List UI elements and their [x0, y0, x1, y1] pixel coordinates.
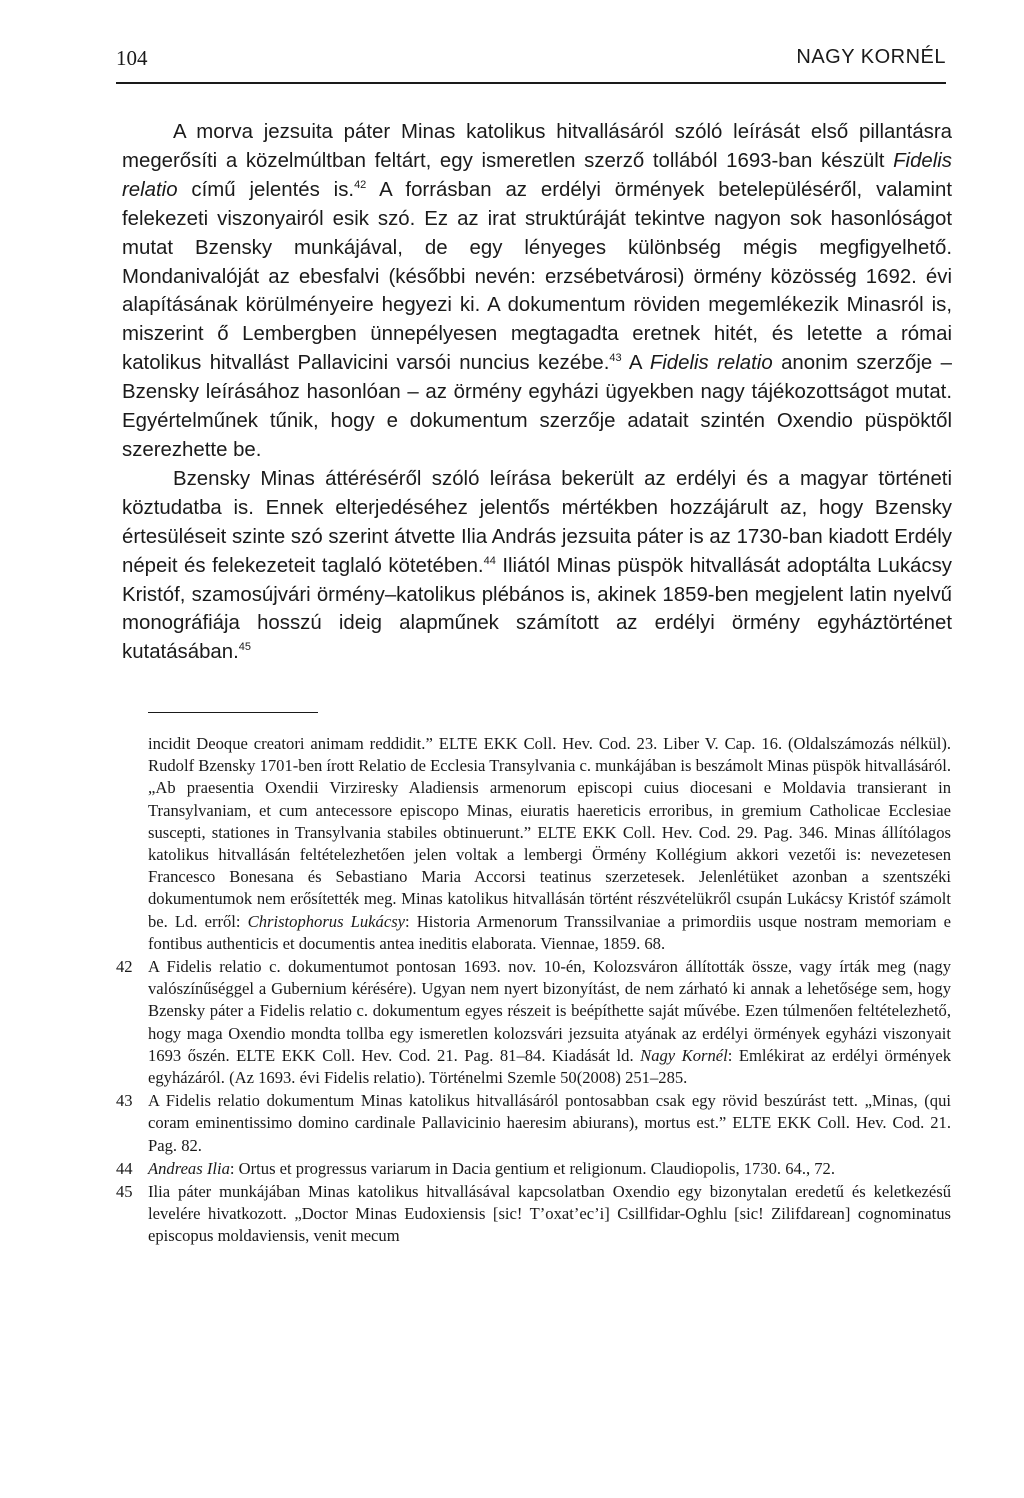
footnote-continuation: [116, 733, 951, 955]
text-run: Bzensky Minas áttéréséről szóló leírása bekerült az erdélyi és a magyar történeti köztudatba is. Ennek elterjedéséhez jelentős mértékben hozzájárult az, hogy Bzensky értesüléseit szinte szó szerint átvette Ilia András jezsuita páter is az 1730-ban kiadott Erdély népeit és felekezeteit taglaló kötetében.: [122, 467, 952, 577]
footnote-number: 43: [116, 1091, 133, 1111]
text-run: A Fidelis relatio c. dokumentumot pontosan 1693. nov. 10-én, Kolozsváron állították össze, vagy írták meg (nagy valószínűséggel a Gubernium kérésére). Ugyan nem nyert bizonyítást, de nem zárható ki annak a lehetősége sem, hogy Bzensky páter a Fidelis relatio c. dokumentum egyes részeit is beépíthette saját művébe. Ezen túlmenően feltételezhető, hogy maga Oxendio mondta tollba egy ismeretlen kolozsvári jezsuita atyának az erdélyi örmények egyházi viszonyait 1693 őszén. ELTE EKK Coll. Hev. Cod. 21. Pag. 81–84. Kiadását ld.: [148, 957, 951, 1065]
footnote-number: 44: [116, 1158, 133, 1178]
italic-author: Andreas Ilia: [148, 1158, 230, 1178]
text-run: anonim szerzője – Bzensky leírásához hasonlóan – az örmény egyházi ügyekben nagy tájékozottságot mutat. Egyértelműnek tűnik, hogy e dokumentum szerzője adatait szintén Oxendio püspöktől szerezhette be.: [122, 352, 953, 461]
text-run: : Emlékirat az erdélyi örmények egyházáról. (Az 1693. évi Fidelis relatio). Történelmi Szemle 50(2008) 251–285.: [148, 1045, 951, 1088]
italic-author: Nagy Kornél: [640, 1045, 728, 1065]
page-number: 104: [116, 46, 148, 70]
footnote-ref-43[interactable]: 43: [609, 352, 622, 365]
footnote-ref-42[interactable]: 42: [354, 178, 367, 191]
text-run: A Fidelis relatio dokumentum Minas katolikus hitvallásáról pontosabban csak egy rövid beszúrást tett. „Minas, (qui coram eminentissimo domino cardinale Pallavicinio haeresim abiurans), mortus est.” ELTE EKK Coll. Hev. Cod. 21. Pag. 82.: [148, 1091, 951, 1155]
footnote-45: [116, 1181, 951, 1248]
footnote-44: [116, 1158, 951, 1180]
footnotes: [116, 733, 951, 1248]
text-run: incidit Deoque creatori animam reddidit.” ELTE EKK Coll. Hev. Cod. 23. Liber V. Cap. 16. (Oldalszámozás nélkül). Rudolf Bzensky 1701-ben írott Relatio de Ecclesia Transylvania c. munkájában is beszámolt Minas püspök hitvallásáról. „Ab praesentia Oxendii Virziresky Aladiensis armenorum episcopi cuius diocesani e Moldavia transierant in Transylvaniam, et cum antecessore episcopo Minas, eiuratis haereticis erroribus, in gremium Catholicae Ecclesiae suscepti, stationes in Transylvania stabiles obtinuerunt.” ELTE EKK Coll. Hev. Cod. 29. Pag. 346. Minas állítólagos katolikus hitvallásán feltételezhetően jelen voltak a lembergi Örmény Kollégium akkori vezetői is: nevezetesen Francesco Bonesana és Sebastiano Maria Accorsi teatinus szerzetesek. Jelenlétüket azonban a szentszéki dokumentumok nem erősítették meg. Minas katolikus hitvallásán történt részvételükről csupán Lukácsy Kristóf számolt be. Ld. erről:: [148, 734, 951, 931]
text-run: A morva jezsuita páter Minas katolikus hitvallásáról szóló leírását első pillantásra megerősíti a közelmúltban feltárt, egy ismeretlen szerző tollából 1693-ban készült: [122, 121, 952, 172]
text-run: Iliától Minas püspök hitvallását adoptálta Lukácsy Kristóf, szamosújvári örmény–katolikus plébános is, akinek 1859-ben megjelent latin nyelvű monográfiája hosszú ideig alapműnek számított az erdélyi örmény egyháztörténet kutatásában.: [122, 554, 952, 664]
main-text: [122, 118, 952, 667]
text-run: : Historia Armenorum Transsilvaniae a primordiis usque nostram memoriam e fontibus authenticis et documentis antea ineditis elaborata. Viennae, 1859. 68.: [148, 911, 951, 953]
paragraph-2: [122, 465, 952, 667]
text-run: című jelentés is.: [177, 178, 355, 201]
footnote-42: [116, 956, 951, 1089]
text-run: A: [621, 352, 650, 375]
paragraph-1: [122, 118, 952, 465]
footnote-number: 45: [116, 1182, 133, 1202]
italic-title: Fidelis relatio: [122, 149, 952, 201]
italic-title: Fidelis relatio: [649, 352, 773, 375]
italic-author: Christophorus Lukácsy: [247, 911, 406, 931]
footnote-number: 42: [116, 957, 133, 977]
footnote-divider: [148, 712, 318, 713]
running-title: NAGY KORNÉL: [796, 46, 946, 68]
footnote-ref-44[interactable]: 44: [483, 554, 496, 567]
footnote-ref-45[interactable]: 45: [238, 641, 252, 654]
text-run: A forrásban az erdélyi örmények betelepüléséről, valamint felekezeti viszonyairól esik szó. Ez az irat struktúráját tekintve nagyon sok hasonlóságot mutat Bzensky munkájával, de egy lényeges különbség mégis megfigyelhető. Mondanivalóját az ebesfalvi (későbbi nevén: erzsébetvárosi) örmény közösség 1692. évi alapításának körülményeire hegyezi ki. A dokumentum röviden megemlékezik Minasról is, miszerint ő Lembergben ünnepélyesen megtagadta eretnek hitét, és letette a római katolikus hitvallást Pallavicini varsói nuncius kezébe.: [122, 178, 952, 375]
text-run: : Ortus et progressus variarum in Dacia gentium et religionum. Claudiopolis, 1730. 64., 72.: [229, 1158, 836, 1178]
text-run: Ilia páter munkájában Minas katolikus hitvallásával kapcsolatban Oxendio egy bizonytalan eredetű és keletkezésű levelére hivatkozott. „Doctor Minas Eudoxiensis [sic! T’oxat’ec’i] Csillfidar-Oghlu [sic! Zilifdarean] cognominatus episcopus moldaviensis, venit mecum: [148, 1182, 951, 1246]
page-header: [116, 42, 946, 84]
footnote-43: [116, 1090, 951, 1157]
